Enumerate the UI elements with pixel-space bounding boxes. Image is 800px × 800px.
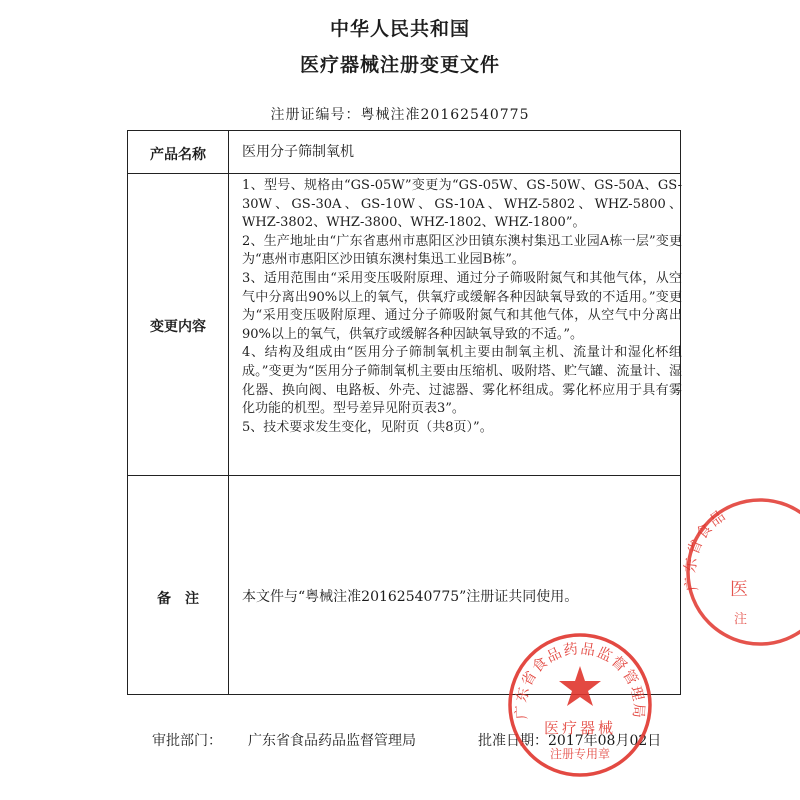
edge-seal-icon	[680, 470, 800, 670]
edge-seal-bottom-text: 注	[734, 612, 748, 627]
registration-number: 注册证编号：粤械注准20162540775	[270, 107, 530, 123]
seal-bottom-text: 注册专用章	[549, 747, 611, 761]
change-table	[127, 130, 681, 695]
change-item: 1、型号、规格由“GS-05W”变更为“GS-05W、GS-50W、GS-50A、GS-30W、GS-30A、GS-10W、GS-10A、WHZ-5802、WHZ-5800、WHZ-3802、WHZ-3800、WHZ-1802、WHZ-1800”。	[242, 178, 682, 231]
change-content-list	[242, 177, 682, 437]
approval-authority-label: 审批部门：	[152, 733, 222, 749]
change-item: 3、适用范围由“采用变压吸附原理、通过分子筛吸附氮气和其他气体，从空气中分离出90%以上的氧气，供氧疗或缓解各种因缺氧导致的不适用。”变更为“采用变压吸附原理、通过分子筛吸附氮气和其他气体，从空气中分离出90%以上的氧气，供氧疗或缓解各种因缺氧导致的不适。”。	[242, 270, 682, 342]
table-row-divider	[128, 475, 680, 476]
approval-date-value: 2017年08月02日	[548, 733, 662, 749]
product-name-value: 医用分子筛制氧机	[242, 144, 354, 160]
document-title-country: 中华人民共和国	[329, 18, 470, 40]
table-column-divider	[228, 131, 229, 694]
approval-date-label: 批准日期：	[478, 733, 548, 749]
approval-authority	[152, 730, 416, 750]
edge-seal-arc-text: 广东省食品	[680, 505, 731, 593]
change-item: 5、技术要求发生变化，见附页（共8页）”。	[242, 419, 493, 435]
change-content-label: 变更内容	[150, 319, 206, 335]
svg-text:广东省食品	[681, 505, 730, 592]
change-item: 4、结构及组成由“医用分子筛制氧机主要由制氧主机、流量计和湿化杯组成。”变更为“医用分子筛制氧机主要由压缩机、吸附塔、贮气罐、流量计、湿化器、换向阀、电路板、外壳、过滤器、雾化杯组成。雾化杯应用于具有雾化功能的机型。型号差异见附页表3”。	[242, 345, 682, 417]
product-name-label: 产品名称	[150, 147, 206, 163]
document-title: 医疗器械注册变更文件	[299, 54, 500, 76]
approval-authority-value: 广东省食品药品监督管理局	[248, 733, 416, 749]
remark-label: 备 注	[157, 591, 199, 607]
edge-seal-middle-text: 医	[730, 579, 748, 600]
table-row-divider	[128, 173, 680, 174]
official-seal-icon	[505, 630, 655, 780]
change-item: 2、生产地址由“广东省惠州市惠阳区沙田镇东澳村集迅工业园A栋一层”变更为“惠州市惠阳区沙田镇东澳村集迅工业园B栋”。	[242, 233, 682, 268]
seal-middle-text: 医疗器械	[543, 719, 617, 737]
seal-arc-text: 广东省食品药品监督管理局	[513, 641, 647, 720]
remark-value: 本文件与“粤械注准20162540775”注册证共同使用。	[242, 589, 579, 605]
